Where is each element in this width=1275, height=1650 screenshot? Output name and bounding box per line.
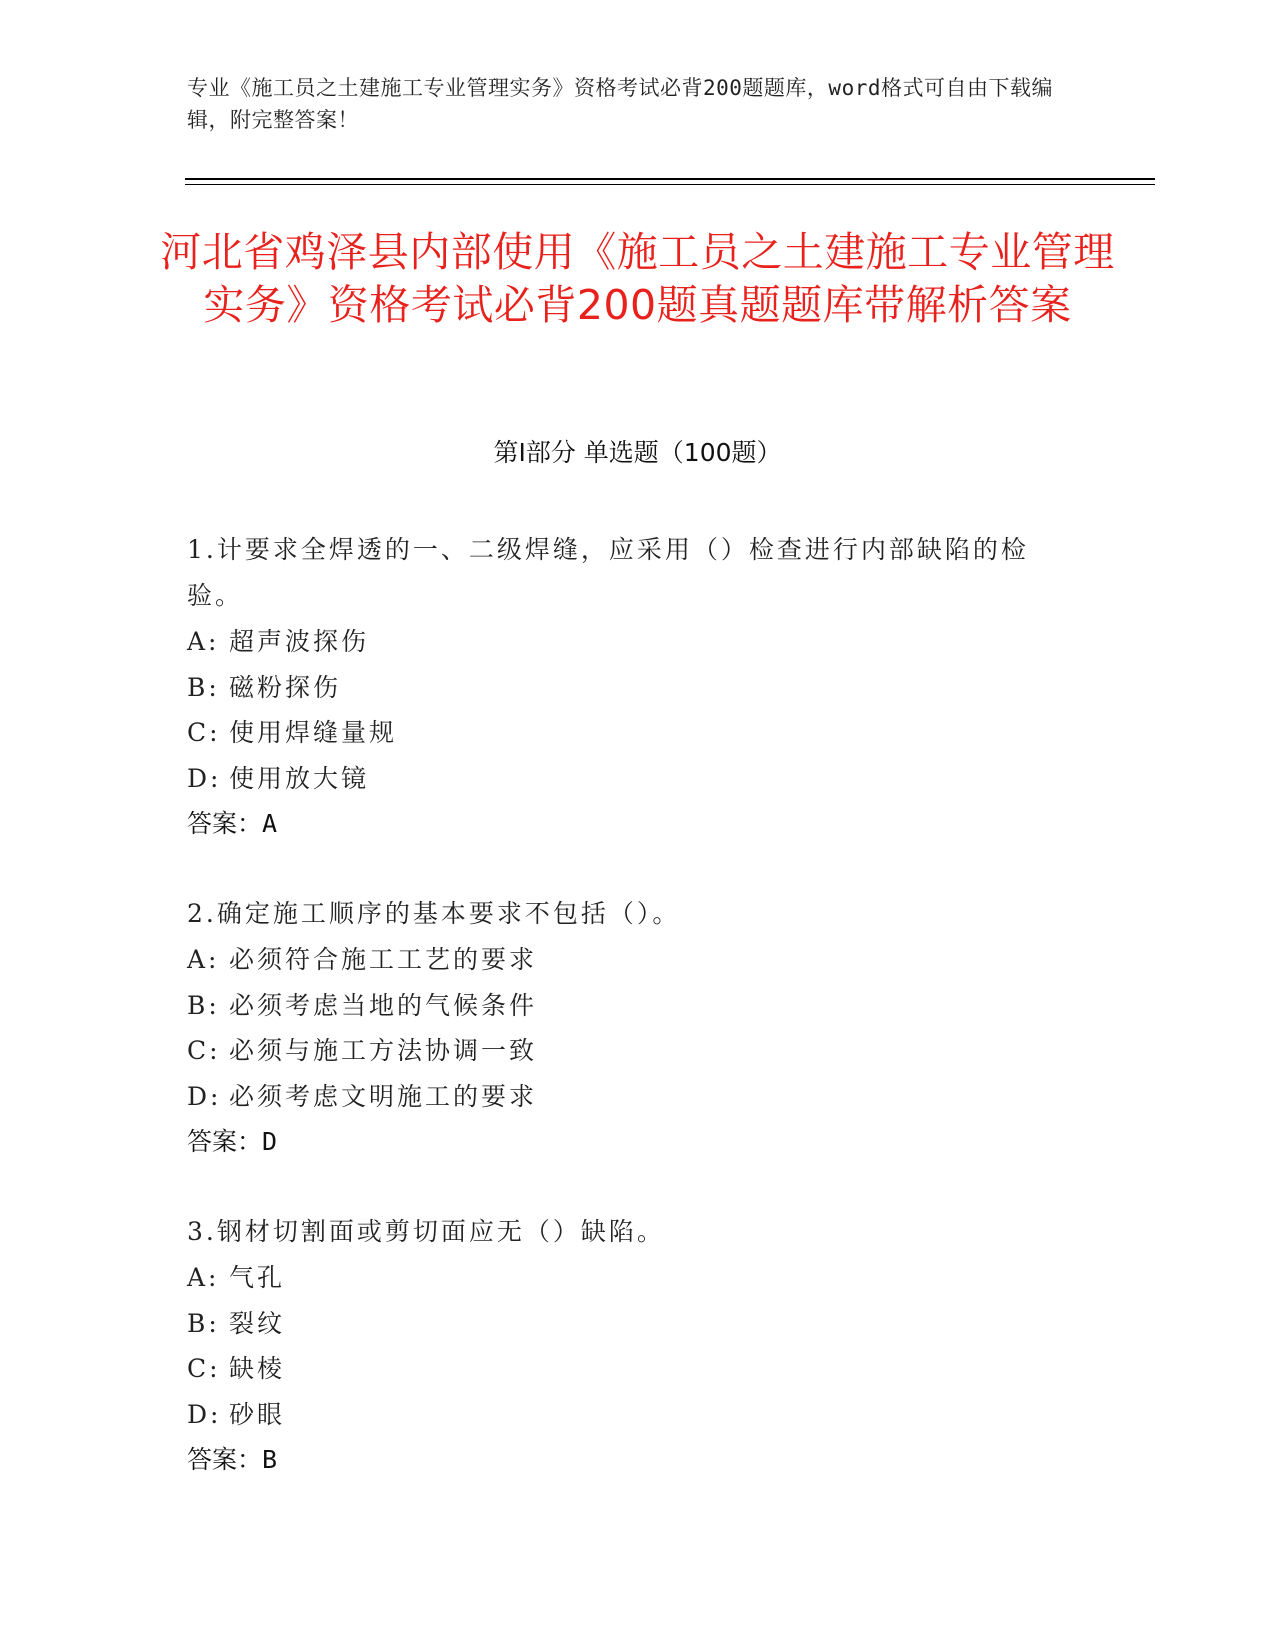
answer-label: 答案： bbox=[187, 809, 263, 838]
option-text: 使用焊缝量规 bbox=[229, 718, 398, 747]
option-d bbox=[187, 1074, 1067, 1120]
question-list bbox=[187, 527, 1067, 1527]
option-key: B: bbox=[187, 1308, 220, 1338]
header-rule-thick bbox=[185, 178, 1155, 180]
option-text: 必须考虑文明施工的要求 bbox=[229, 1081, 538, 1111]
option-b bbox=[187, 1301, 1067, 1347]
answer-label: 答案： bbox=[187, 1127, 263, 1156]
answer-line bbox=[187, 1437, 1067, 1483]
question-stem: 3.钢材切割面或剪切面应无（）缺陷。 bbox=[187, 1217, 665, 1246]
option-key: B: bbox=[187, 990, 220, 1020]
option-b bbox=[187, 983, 1067, 1029]
option-key: C: bbox=[187, 1354, 221, 1383]
answer-line bbox=[187, 801, 1067, 847]
option-a bbox=[187, 619, 1067, 665]
option-text: 气孔 bbox=[229, 1263, 286, 1292]
option-key: D: bbox=[187, 763, 222, 793]
question-stem: 1.计要求全焊透的一、二级焊缝，应采用（）检查进行内部缺陷的检验。 bbox=[187, 535, 1029, 610]
answer-label: 答案： bbox=[187, 1445, 263, 1474]
option-c bbox=[187, 710, 1067, 756]
option-text: 缺棱 bbox=[229, 1354, 286, 1383]
question-1 bbox=[187, 527, 1067, 847]
option-text: 必须符合施工工艺的要求 bbox=[229, 945, 538, 974]
option-a bbox=[187, 937, 1067, 983]
option-b bbox=[187, 665, 1067, 711]
answer-value: D bbox=[262, 1127, 278, 1156]
option-key: D: bbox=[187, 1081, 222, 1111]
option-c bbox=[187, 1028, 1067, 1074]
option-text: 磁粉探伤 bbox=[229, 672, 342, 702]
question-stem: 2.确定施工顺序的基本要求不包括（）。 bbox=[187, 899, 681, 928]
option-a bbox=[187, 1255, 1067, 1301]
section-heading: 第Ⅰ部分 单选题（100题） bbox=[493, 438, 782, 467]
question-2 bbox=[187, 891, 1067, 1165]
option-c bbox=[187, 1346, 1067, 1392]
option-text: 裂纹 bbox=[229, 1308, 286, 1338]
option-key: A: bbox=[187, 1263, 220, 1292]
option-text: 必须与施工方法协调一致 bbox=[229, 1036, 538, 1065]
option-key: B: bbox=[187, 672, 220, 702]
document-title: 河北省鸡泽县内部使用《施工员之土建施工专业管理实务》资格考试必背200题真题题库带解析答案 bbox=[160, 228, 1115, 329]
option-d bbox=[187, 1392, 1067, 1438]
answer-line bbox=[187, 1119, 1067, 1165]
option-text: 砂眼 bbox=[229, 1399, 286, 1429]
option-key: C: bbox=[187, 1036, 221, 1065]
answer-value: B bbox=[262, 1445, 278, 1474]
option-text: 超声波探伤 bbox=[229, 627, 370, 656]
question-3 bbox=[187, 1209, 1067, 1483]
option-key: D: bbox=[187, 1399, 222, 1429]
option-text: 使用放大镜 bbox=[229, 763, 370, 793]
header-rule-thin bbox=[185, 184, 1155, 185]
option-key: A: bbox=[187, 945, 220, 974]
header-note: 专业《施工员之土建施工专业管理实务》资格考试必背200题题库，word格式可自由下载编辑，附完整答案！ bbox=[187, 76, 1053, 132]
answer-value: A bbox=[262, 809, 278, 838]
option-text: 必须考虑当地的气候条件 bbox=[229, 990, 538, 1020]
option-key: C: bbox=[187, 718, 221, 747]
option-d bbox=[187, 756, 1067, 802]
option-key: A: bbox=[187, 627, 220, 656]
